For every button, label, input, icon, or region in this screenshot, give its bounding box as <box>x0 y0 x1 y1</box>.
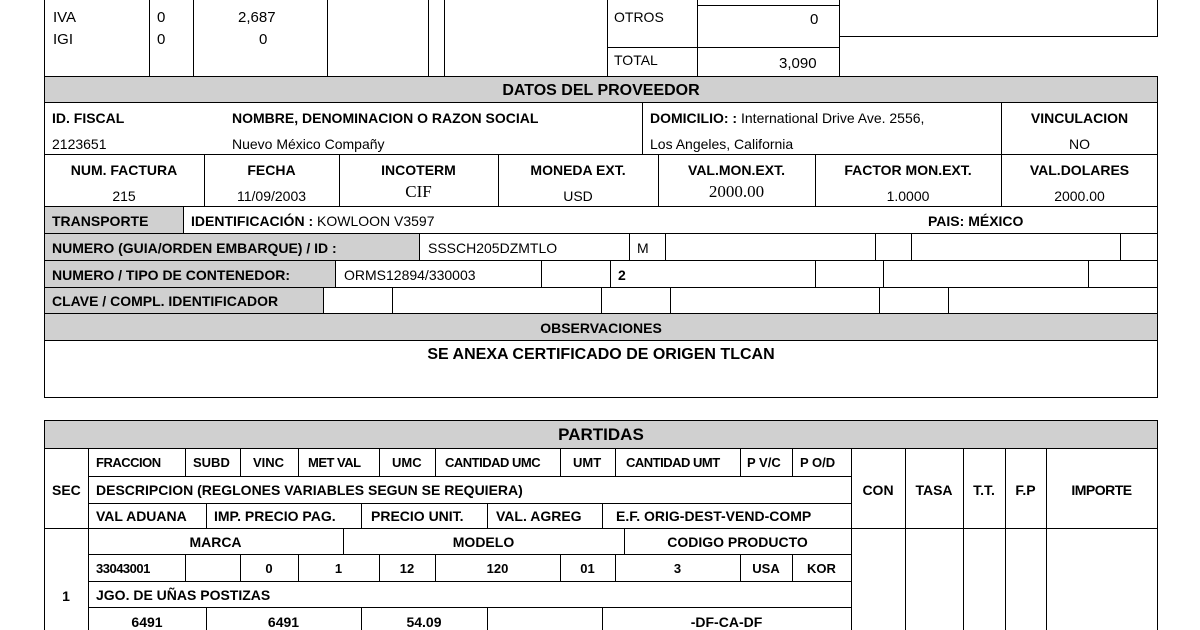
col-importe: IMPORTE <box>1071 482 1132 498</box>
col-fp: F.P <box>1015 482 1036 498</box>
guia-value: SSSCH205DZMTLO <box>428 240 558 256</box>
sub-marca: MARCA <box>189 534 242 550</box>
col-descripcion: DESCRIPCION (REGLONES VARIABLES SEGUN SE REQUIERA) <box>96 482 523 498</box>
valdol-label: VAL.DOLARES <box>1029 162 1130 178</box>
identificacion-value: KOWLOON V3597 <box>317 213 435 229</box>
tax-value-iva: 2,687 <box>238 9 276 26</box>
identificacion-label: IDENTIFICACIÓN : <box>191 213 314 229</box>
factor-label: FACTOR MON.EXT. <box>844 162 972 178</box>
observaciones-title: OBSERVACIONES <box>540 320 662 336</box>
col-tt: T.T. <box>973 482 995 498</box>
fecha-value: 11/09/2003 <box>236 188 307 204</box>
contenedor-value: ORMS12894/330003 <box>344 267 476 283</box>
nombre-label: NOMBRE, DENOMINACION O RAZON SOCIAL <box>232 110 539 126</box>
sub-modelo: MODELO <box>452 534 515 550</box>
item-imp-precio: 6491 <box>267 614 300 630</box>
col-vinc: VINC <box>253 455 285 470</box>
col-umc: UMC <box>392 455 422 470</box>
factor-value: 1.0000 <box>886 188 930 204</box>
valdol-value: 2000.00 <box>1054 188 1105 204</box>
col-con: CON <box>862 482 894 498</box>
total-label: TOTAL <box>614 52 658 68</box>
item-precio-unit: 54.09 <box>406 614 442 630</box>
item-cantidad-umc: 120 <box>486 561 509 576</box>
item-pvc: USA <box>752 561 780 576</box>
tax-label-igi: IGI <box>53 31 74 48</box>
col-imp-precio: IMP. PRECIO PAG. <box>214 508 336 524</box>
clave-label: CLAVE / COMPL. IDENTIFICADOR <box>52 293 279 309</box>
col-val-aduana: VAL ADUANA <box>96 508 187 524</box>
id-fiscal-value: 2123651 <box>52 136 107 152</box>
vinculacion-value: NO <box>1069 136 1090 152</box>
guia-label: NUMERO (GUIA/ORDEN EMBARQUE) / ID : <box>52 240 337 256</box>
tax-code-igi: 0 <box>157 31 166 48</box>
domicilio-value-1: International Drive Ave. 2556, <box>741 110 925 126</box>
observaciones-text: SE ANEXA CERTIFICADO DE ORIGEN TLCAN <box>427 346 775 363</box>
item-met-val: 1 <box>334 561 343 576</box>
domicilio-label: DOMICILIO: : <box>650 110 738 126</box>
total-value: 3,090 <box>779 55 817 72</box>
contenedor-label: NUMERO / TIPO DE CONTENEDOR: <box>52 267 291 283</box>
fecha-label: FECHA <box>247 162 296 178</box>
item-descripcion: JGO. DE UÑAS POSTIZAS <box>96 587 271 603</box>
col-precio-unit: PRECIO UNIT. <box>371 508 464 524</box>
item-cantidad-umt: 3 <box>673 561 682 576</box>
col-cantidad-umc: CANTIDAD UMC <box>445 455 541 470</box>
valmon-value: 2000.00 <box>708 182 765 201</box>
factura-value: 215 <box>112 188 136 204</box>
col-pod: P O/D <box>800 455 836 470</box>
item-pod: KOR <box>807 561 836 576</box>
col-val-agreg: VAL. AGREG <box>496 508 582 524</box>
partidas-title: PARTIDAS <box>558 425 644 444</box>
item-val-aduana: 6491 <box>131 614 163 630</box>
vinculacion-label: VINCULACION <box>1030 110 1129 126</box>
col-met-val: MET VAL <box>308 455 361 470</box>
tax-code-iva: 0 <box>157 9 166 26</box>
moneda-value: USD <box>563 188 593 204</box>
incoterm-label: INCOTERM <box>381 162 456 178</box>
item-fraccion: 33043001 <box>96 561 150 576</box>
guia-code: M <box>637 240 649 256</box>
col-umt: UMT <box>573 455 602 470</box>
tax-value-igi: 0 <box>259 31 268 48</box>
otros-label: OTROS <box>614 9 664 25</box>
factura-label: NUM. FACTURA <box>70 162 178 178</box>
col-cantidad-umt: CANTIDAD UMT <box>626 455 720 470</box>
transporte-label: TRANSPORTE <box>52 213 149 229</box>
tax-label-iva: IVA <box>53 9 77 26</box>
item-ef-orig: -DF-CA-DF <box>690 614 763 630</box>
item-sec: 1 <box>62 588 70 604</box>
item-umc: 12 <box>399 561 415 576</box>
col-tasa: TASA <box>915 482 953 498</box>
contenedor-num: 2 <box>618 267 626 283</box>
item-umt: 01 <box>580 561 595 576</box>
moneda-label: MONEDA EXT. <box>530 162 626 178</box>
domicilio-value-2: Los Angeles, California <box>650 136 794 152</box>
pais-label: PAIS: MÉXICO <box>928 213 1024 229</box>
col-sec: SEC <box>52 482 81 498</box>
otros-value: 0 <box>810 11 819 28</box>
col-subd: SUBD <box>193 455 230 470</box>
incoterm-value: CIF <box>405 182 432 201</box>
item-vinc: 0 <box>265 561 273 576</box>
valmon-label: VAL.MON.EXT. <box>688 162 785 178</box>
col-ef-orig: E.F. ORIG-DEST-VEND-COMP <box>616 508 812 524</box>
proveedor-section-title: DATOS DEL PROVEEDOR <box>502 82 700 99</box>
id-fiscal-label: ID. FISCAL <box>52 110 125 126</box>
nombre-value: Nuevo México Compañy <box>232 136 385 152</box>
sub-codigo-producto: CODIGO PRODUCTO <box>667 534 808 550</box>
col-pvc: P V/C <box>747 455 781 470</box>
col-fraccion: FRACCION <box>96 455 161 470</box>
